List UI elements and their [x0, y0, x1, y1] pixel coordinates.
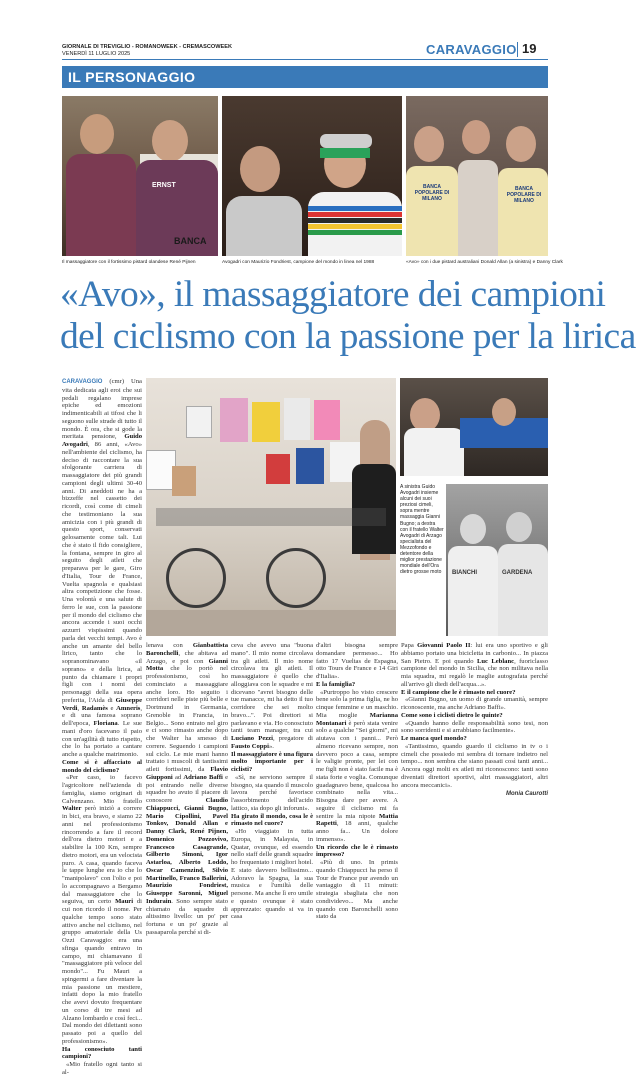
question-6: Un ricordo che le è rimasto impresso?	[316, 843, 398, 859]
question-3: Il massaggiatore è una figura molto importante per i ciclisti?	[231, 750, 313, 773]
band-title: IL PERSONAGGIO	[68, 69, 196, 85]
question-8: Come sono i ciclisti dietro le quinte?	[401, 711, 503, 719]
photo-massage-bugno	[400, 378, 548, 476]
question-9: Le manca quel mondo?	[401, 735, 467, 742]
question-4: Ha girato il mondo, cosa le è rimasto nel cuore?	[231, 812, 313, 828]
masthead-papers: GIORNALE DI TREVIGLIO - ROMANOWEEK - CREMASCOWEEK	[62, 44, 232, 50]
jersey-banca: BANCA	[174, 236, 207, 246]
article-column-1: CARAVAGGIO (cmr) Una vita dedicata agli eroi che sui pedali regalano imprese epiche ed emozioni indimenticabili ai tifosi che li seguono sulle strade di tutto il mondo. È ora, che si gode la meritata pensione, Guido Avogadri, 86 anni, «Avo» nell'ambiente del ciclismo, ha deciso di raccontare la sua sfolgorante carriera di massaggiatore dei più grandi campioni degli ultimi 30-40 anni. Di aneddoti ne ha a bizzeffe nel cassetto dei ricordi, così come di cimeli che testimoniano la sua amicizia con i più grandi di questo sport, conservati gelosamente come tali. Lui che è stato il fido consigliere, la fontana, sempre in giro al seguito degli atleti che preparava per le gare, Giro d'Italia, Tour de France, Vuelta spagnola e qualsiasi altra competizione che fosse. Una volontà e una salute di ferro le sue, con la passione per il mondo del ciclismo che ancora accende i suoi occhi azzurri vispissimi quando parla dei vecchi tempi. Avo è anche un amante del bello lirico, tanto che lo sopranominavano «il soprano» e della lirica, al punto da chiamare i propri figli con i nomi dei personaggi della sua opera preferita, l'Aida di Giuseppe Verdi, Radamès e Amneris, e di una famosa soprano dell'epoca, Floriana. Le sue mani d'oro facevano il paio con un'agilità di tutto rispetto, che lo ha portato a cantare anche a qualche matrimonio. Come si è affacciato al mondo del ciclismo? «Per caso, io facevo l'agricoltore nell'azienda di famiglia, siamo originari di Calvenzano. Mio fratello Walter però iniziò a correre in bici, era bravo, e siamo 22 anni nel professionismo rincorrendo a fare il record dell'ora dietro motori e a stabilire la 100 Km, sempre dietro motori, era un velocista puro. A casa, quando faceva le tappe lunghe era io che lo "manipolavo" con l'olio e poi lo accompagnavo a Bergamo dal massaggiatore che lo seguiva, un certo Mauri di cui non ricordo il nome. Per qualche tempo sono stato attivo anche nel ciclismo, nel gruppo amatoriale della Us Ozzi Caravaggio: era una sfinga quando entravo in campo, mi chiamavano il "massaggiatore più veloce del mondo"... Fu Mauri a spingermi a fare diventare la mia passione un mestiere, infatti dopo la mio fratello che avevi dovuto frequentare un corso di tre mesi ad Alzano lombardo e così feci... Dal mondo dei dilettanti sono passato poi a quello del professionismo». Ha conosciuto tanti campioni? «Mio fratello ogni tanto si al-	[62, 378, 143, 1076]
question-7: E il campione che le è rimasto nel cuore?	[401, 688, 516, 696]
section-band	[62, 66, 548, 88]
masthead	[62, 44, 322, 57]
article-column-5: Papa Giovanni Paolo II: lui era uno sportivo e gli abbiamo portato una bicicletta in carbonio... In piazza San Pietro. E poi quando Luc Leblanc, fuoriclasso campione del mondo in Sicilia, che non militava nella mia squadra, mi regalò le maglie autografata perché all'arrivo gli diedi dell'acqua...». E il campione che le è rimasto nel cuore? «Gianni Bugno, un uomo di grande umanità, sempre riconoscente, ma anche Adriano Baffi». Come sono i ciclisti dietro le quinte? «Quando hanno delle responsabilità sono tesi, non sono sorridenti e si arrabbiano facilmente». Le manca quel mondo? «Tantissimo, quando guardo il ciclismo in tv o i cimeli che possiedo mi sembra di tornare indietro nel tempo... non sembra che siano passati così tanti anni... Ancora oggi molti ex atleti mi riconoscono: tanti sono diventati direttori sportivi, altri massaggiatori, altri ancora meccanici». Monia Caurotti	[401, 642, 549, 798]
article-column-2: lenava con Gianbattista Baronchelli, che abitava ad Arzago, e poi con Gianni Motta che lo portò nel professionismo, così ho cominciato a massaggiare anche loro. Ho seguito i corridori nelle piste più belle e Dortmund in Germania, Grenoble in Francia, in Belgio... Sono entrato nel giro e ci sono rimasto anche dopo che Walter ha smesso di correre. Seguendo i campioni sul ciclo. Le mie mani hanno trattato i muscoli di tantissimi atleti fortissimi, da Flavio Giupponi ad Adriano Baffi e poi entrando nelle diverse squadre ho avuto il piacere di conoscere Claudio Chiappucci, Gianni Bugno, Mario Cipollini, Pavel Tonkov, Donald Allan e Danny Clark, René Pijnen, Domenico Pozzovivo, Francesco Casagrande, Gilberto Simoni, Igor Astarloa, Alberto Loddo, Oscar Camenzind, Silvio Martinello, Franco Ballerini, Maurizio Fondriest, Giuseppe Saronni, Miguel Indurain. Sono sempre stato chiamato da squadre di altissimo livello: un po' per fortuna e un po' grazie al passaparola perché si di-	[146, 642, 228, 936]
photo-fondriest	[222, 96, 402, 256]
jersey-bpm-right: BANCA POPOLARE DI MILANO	[506, 186, 542, 204]
article-column-3: ceva che avevo una "buona mano". Il mio nome circolava tra gli atleti. Il mio nome circolava tra gli atleti. Il massaggiatore è quello che alloggiava con le squadre e mi dicevano "avrei bisogno delle tue manacce, mi ha detto il tuo corridore che sei molto bravo...". Poi direttori si parlavano e via. Ho conosciuto tanti team manager, tra cui Luciano Pezzi, pregatore di Fausto Coppi». Il massaggiatore è una figura molto importante per i ciclisti? «Sì, ne serviono sempre il bisogno, sia quando il muscolo lavora perché favorisce l'assorbimento dell'acido lattico, sia dopo gli inforuni». Ha girato il mondo, cosa le è rimasto nel cuore? «Ho viaggiato in tutta Europa, in Malaysia, in Quatar, ovunque, ed essendo nello staff delle grandi squadre ho frequentato i migliori hotel. E stato davvero bellissimo... Adoravo la Spagna, la sua musica e l'umiltà delle persone. Ma anche lì ero umile e questo ovunque è stato apprezzato: quando si va in casa	[231, 642, 314, 921]
masthead-date: VENERDÌ 11 LUGLIO 2025	[62, 50, 131, 57]
masthead-rule	[62, 59, 548, 60]
jersey-bianchi: BIANCHI	[452, 570, 477, 576]
photo-pijnen	[62, 96, 218, 256]
photo-memorabilia	[146, 378, 396, 636]
caption-photo1: Il massaggiatore con il fortissimo pistard olandese René Pijnen	[62, 260, 196, 265]
jersey-ernst: ERNST	[152, 182, 176, 189]
caption-photo3: «Avo» con i due pistard australiani Donald Allan (a sinistra) e Danny Clark	[406, 260, 563, 265]
dateline: CARAVAGGIO	[62, 379, 103, 385]
photo-brothers	[446, 484, 548, 636]
article-column-4: d'altri bisogna sempre domandare permesso... Ho fatto 17 Vueltas de Espagna, otto Tours de France e 14 Giri d'Italia». E la famiglia? «Purtroppo ho visto crescere bene solo la prima figlia, ne ho cinque femmine e un maschio. Mia moglie Marianna Montanari è però stata venire solo a qualche "Sei giorni", mi aiutava con i panni... Però almeno ricevano sempre, non davvero poco a casa, sempre le valigie pronte, per lei con me figli non è stato facile ma è stata forte e voglia. Comunque guadagnavo bene, qualcosa ho combinato nella vita... Bisogna dare per avere. A seguire il ciclismo mi fa sentire la mia nipote Mattia Rapetti, 18 anni, qualche anno fa... Un dolore immenso». Un ricordo che le è rimasto impresso? «Più di uno. In primis quando Chiappucci ha perso il Tour de France pur avendo un vantaggio di 11 minuti: strategia sbagliata che non condividevo... Ma anche quando con Baronchelli sono stato da	[316, 642, 398, 921]
section-name: CARAVAGGIO	[426, 42, 517, 57]
side-caption: A sinistra Guido Avogadri insieme alcuni dei suoi preziosi cimeli, sopra mentre massaggia Gianni Bugno; a destra con il fratello Walter Avogadri di Arzago specialista del Mezzofondo e detentore della miglior prestazione mondiale dell'Ora dietro grosse moto	[400, 484, 444, 576]
byline: Monia Caurotti	[506, 791, 548, 798]
caption-photo2: Avogadri con Maurizio Fondriest, campione del mondo in linea nel 1988	[222, 260, 375, 265]
jersey-bpm-left: BANCA POPOLARE DI MILANO	[414, 184, 450, 202]
headline-line2: del ciclismo con la passione per la lirica	[60, 316, 636, 357]
question-5: E la famiglia?	[316, 680, 356, 688]
photo-allan-clark	[406, 96, 548, 256]
page-number: 19	[522, 41, 537, 56]
question-1: Come si è affacciato al mondo del ciclismo?	[62, 758, 142, 774]
question-2: Ha conosciuto tanti campioni?	[62, 1045, 142, 1061]
headline-line1: «Avo», il massaggiatore dei campioni	[60, 274, 606, 315]
page-divider	[517, 42, 518, 57]
jersey-gardena: GARDENA	[502, 570, 533, 576]
